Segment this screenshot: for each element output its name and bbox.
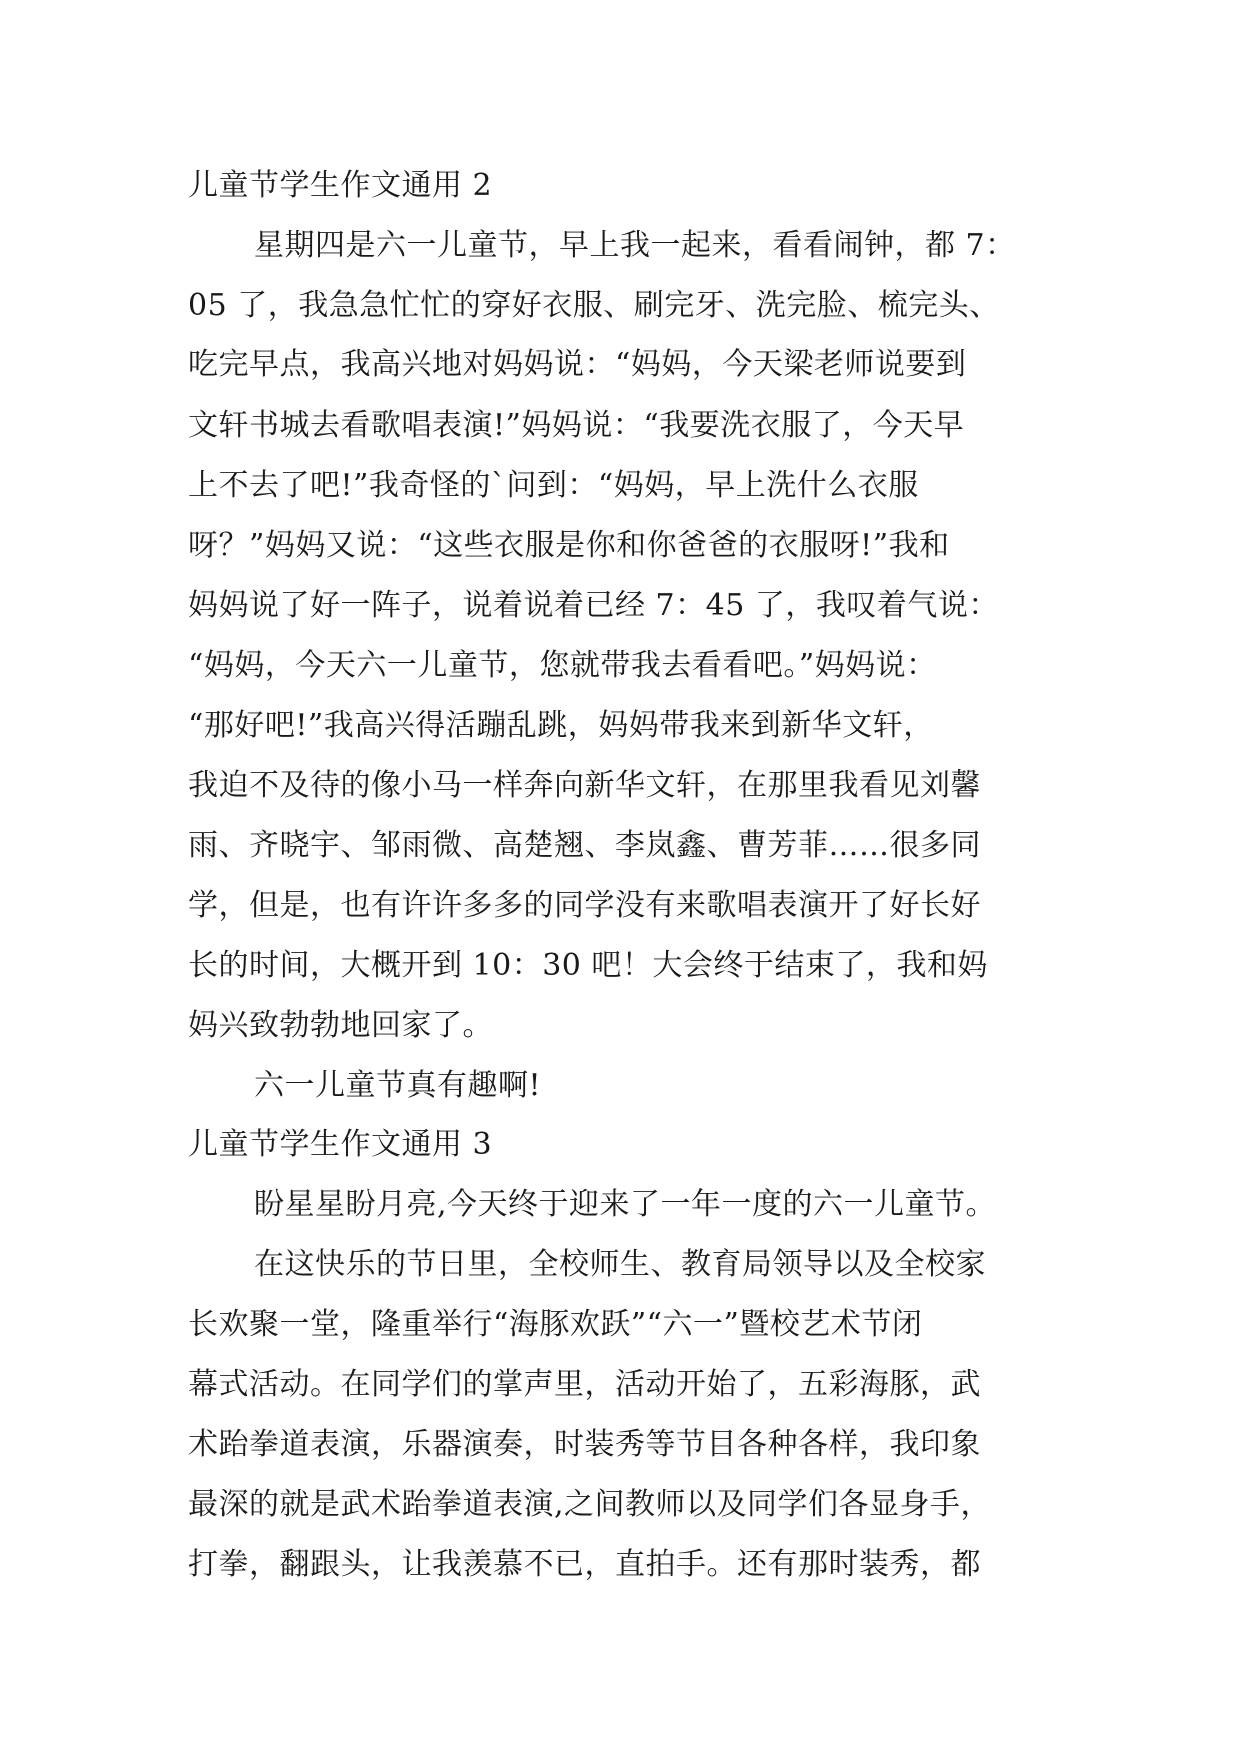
paragraph-line: 妈妈说了好一阵子，说着说着已经 7：45 了，我叹着气说：: [188, 588, 999, 623]
paragraph-line: 在这快乐的节日里，全校师生、教育局领导以及全校家: [254, 1247, 986, 1282]
paragraph-line: 呀？”妈妈又说：“这些衣服是你和你爸爸的衣服呀!”我和: [188, 528, 950, 563]
paragraph-line: 最深的就是武术跆拳道表演,之间教师以及同学们各显身手，: [188, 1487, 992, 1522]
paragraph-line: 幕式活动。在同学们的掌声里，活动开始了，五彩海豚，武: [188, 1367, 981, 1402]
paragraph-line: 长的时间，大概开到 10：30 吧！大会终于结束了，我和妈: [188, 948, 988, 983]
paragraph-line: 05 了，我急急忙忙的穿好衣服、刷完牙、洗完脸、梳完头、: [188, 288, 1000, 323]
paragraph-line: “妈妈，今天六一儿童节，您就带我去看看吧。”妈妈说：: [188, 648, 937, 683]
paragraph-line: 文轩书城去看歌唱表演!”妈妈说：“我要洗衣服了，今天早: [188, 408, 965, 443]
paragraph-line: “那好吧!”我高兴得活蹦乱跳，妈妈带我来到新华文轩，: [188, 708, 934, 743]
paragraph-line: 盼星星盼月亮,今天终于迎来了一年一度的六一儿童节。: [254, 1187, 997, 1222]
paragraph-line: 学，但是，也有许许多多的同学没有来歌唱表演开了好长好: [188, 888, 981, 923]
paragraph-line: 妈兴致勃勃地回家了。: [188, 1008, 493, 1043]
paragraph-line: 上不去了吧!”我奇怪的`问到：“妈妈，早上洗什么衣服: [188, 468, 919, 503]
paragraph-line: 术跆拳道表演，乐器演奏，时装秀等节目各种各样，我印象: [188, 1427, 981, 1462]
paragraph-line: 长欢聚一堂，隆重举行“海豚欢跃”“六一”暨校艺术节闭: [188, 1307, 923, 1342]
paragraph-line: 吃完早点，我高兴地对妈妈说：“妈妈，今天梁老师说要到: [188, 347, 967, 382]
paragraph-line: 雨、齐晓宇、邹雨微、高楚翘、李岚鑫、曹芳菲……很多同: [188, 828, 981, 863]
section-title-3: 儿童节学生作文通用 3: [188, 1127, 493, 1162]
paragraph-line: 六一儿童节真有趣啊!: [254, 1068, 542, 1103]
paragraph-line: 星期四是六一儿童节，早上我一起来，看看闹钟，都 7：: [254, 228, 1016, 263]
section-title-2: 儿童节学生作文通用 2: [188, 168, 493, 203]
paragraph-line: 打拳，翻跟头，让我羡慕不已，直拍手。还有那时装秀，都: [188, 1547, 981, 1582]
paragraph-line: 我迫不及待的像小马一样奔向新华文轩，在那里我看见刘馨: [188, 768, 981, 803]
